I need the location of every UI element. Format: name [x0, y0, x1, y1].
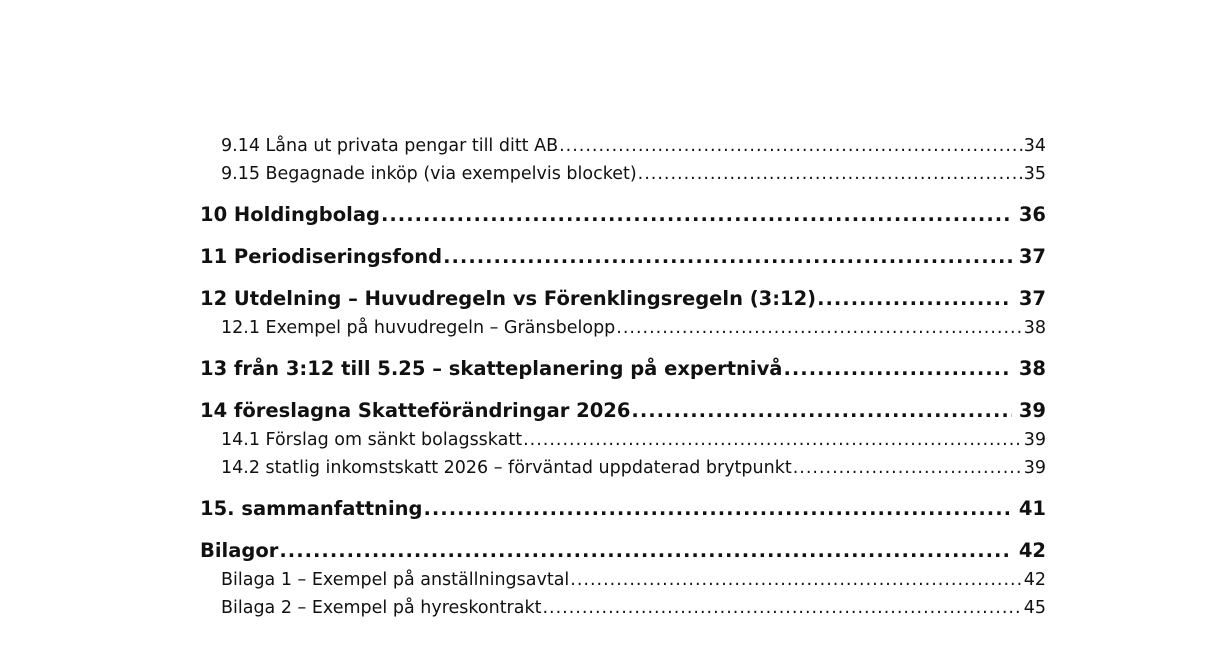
toc-entry-page: 45	[1023, 598, 1046, 618]
toc-entry-9-15[interactable]	[200, 160, 1046, 188]
toc-entry-title: 10 Holdingbolag	[200, 203, 380, 226]
dot-leader	[523, 426, 1023, 454]
toc-entry-page: 35	[1023, 164, 1046, 184]
toc-entry-14[interactable]	[200, 396, 1046, 426]
toc-entry-title: 9.14 Låna ut privata pengar till ditt AB	[221, 136, 559, 156]
toc-entry-page: 39	[1018, 399, 1046, 422]
dot-leader	[783, 354, 1011, 384]
toc-entry-page: 42	[1018, 539, 1046, 562]
dot-leader	[559, 132, 1023, 160]
toc-entry-page: 37	[1018, 245, 1046, 268]
toc-entry-page: 39	[1023, 430, 1046, 450]
toc-entry-title: 14.1 Förslag om sänkt bolagsskatt	[221, 430, 523, 450]
dot-leader	[279, 536, 1011, 566]
dot-leader	[616, 314, 1022, 342]
dot-leader	[793, 454, 1023, 482]
dot-leader	[570, 566, 1022, 594]
table-of-contents	[200, 132, 1046, 622]
dot-leader	[542, 594, 1022, 622]
toc-entry-title: 15. sammanfattning	[200, 497, 423, 520]
toc-entry-14-1[interactable]	[200, 426, 1046, 454]
toc-entry-title: Bilaga 1 – Exempel på anställningsavtal	[221, 570, 570, 590]
toc-entry-title: 14.2 statlig inkomstskatt 2026 – förväntad uppdaterad brytpunkt	[221, 458, 792, 478]
toc-entry-page: 36	[1018, 203, 1046, 226]
toc-entry-title: 11 Periodiseringsfond	[200, 245, 443, 268]
toc-entry-11[interactable]	[200, 242, 1046, 272]
toc-entry-page: 38	[1018, 357, 1046, 380]
dot-leader	[381, 200, 1012, 230]
toc-entry-13[interactable]	[200, 354, 1046, 384]
toc-entry-12-1[interactable]	[200, 314, 1046, 342]
dot-leader	[631, 396, 1011, 426]
dot-leader	[817, 284, 1012, 314]
toc-entry-title: Bilagor	[200, 539, 279, 562]
toc-entry-title: Bilaga 2 – Exempel på hyreskontrakt	[221, 598, 542, 618]
toc-entry-10[interactable]	[200, 200, 1046, 230]
toc-entry-bilagor[interactable]	[200, 536, 1046, 566]
toc-entry-page: 37	[1018, 287, 1046, 310]
toc-entry-title: 13 från 3:12 till 5.25 – skatteplanering på expertnivå	[200, 357, 783, 380]
dot-leader	[443, 242, 1012, 272]
toc-entry-title: 12.1 Exempel på huvudregeln – Gränsbelopp	[221, 318, 616, 338]
dot-leader	[423, 494, 1011, 524]
toc-entry-page: 34	[1023, 136, 1046, 156]
toc-entry-title: 9.15 Begagnade inköp (via exempelvis blocket)	[221, 164, 637, 184]
toc-entry-bilaga-1[interactable]	[200, 566, 1046, 594]
toc-entry-12[interactable]	[200, 284, 1046, 314]
toc-entry-page: 42	[1023, 570, 1046, 590]
toc-entry-page: 41	[1018, 497, 1046, 520]
toc-entry-bilaga-2[interactable]	[200, 594, 1046, 622]
toc-entry-9-14[interactable]	[200, 132, 1046, 160]
toc-entry-15[interactable]	[200, 494, 1046, 524]
toc-entry-page: 38	[1023, 318, 1046, 338]
toc-entry-title: 14 föreslagna Skatteförändringar 2026	[200, 399, 631, 422]
toc-entry-page: 39	[1023, 458, 1046, 478]
dot-leader	[638, 160, 1023, 188]
toc-entry-14-2[interactable]	[200, 454, 1046, 482]
toc-entry-title: 12 Utdelning – Huvudregeln vs Förenklingsregeln (3:12)	[200, 287, 817, 310]
